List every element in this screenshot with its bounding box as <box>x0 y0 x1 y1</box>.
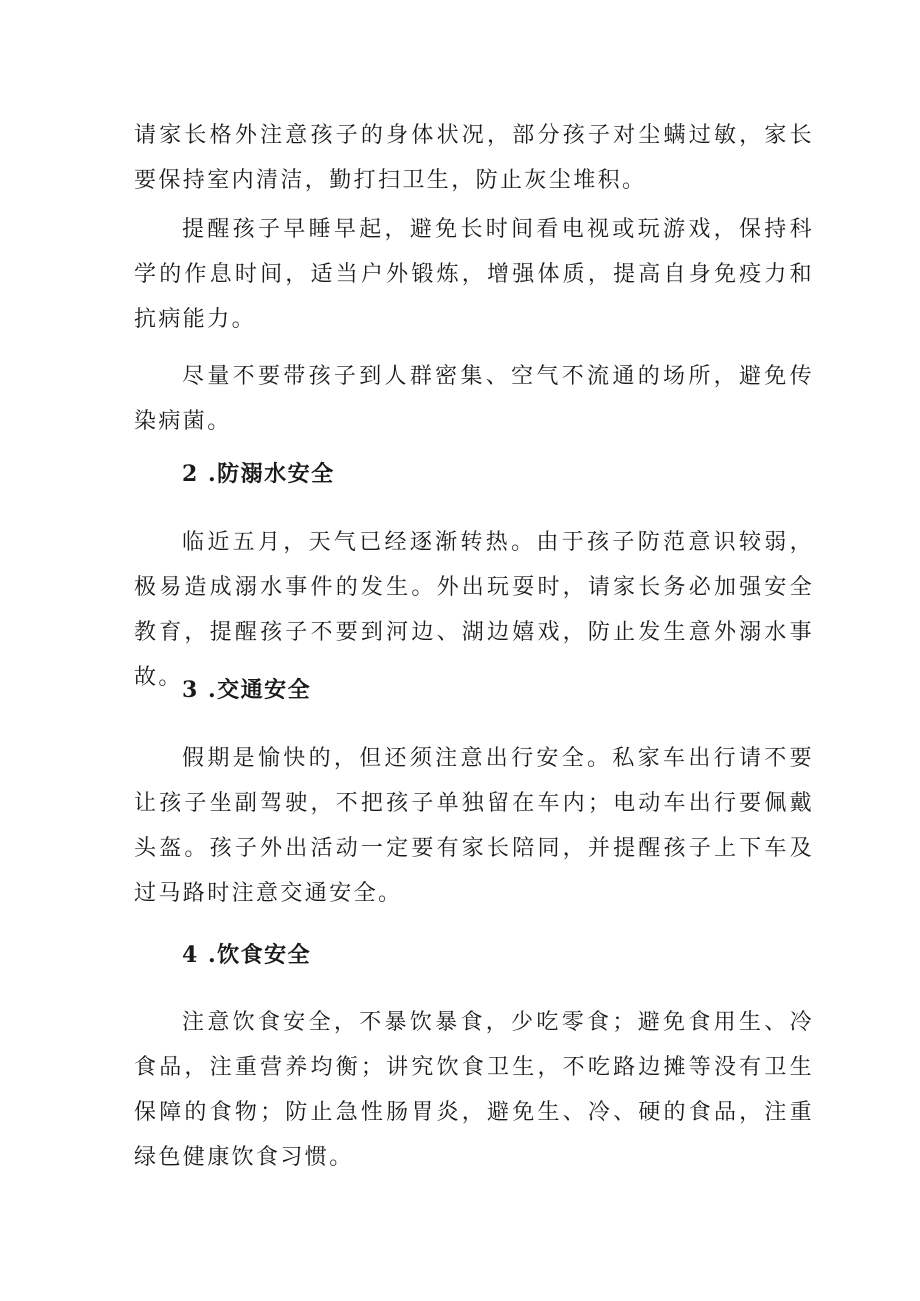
paragraph-sleep-exercise: 提醒孩子早睡早起，避免长时间看电视或玩游戏，保持科学的作息时间，适当户外锻炼，增强体质，提高自身免疫力和抗病能力。 <box>134 217 814 332</box>
section-heading-traffic: 3 .交通安全 <box>182 677 312 703</box>
paragraph-food: 注意饮食安全，不暴饮暴食，少吃零食；避免食用生、冷食品，注重营养均衡；讲究饮食卫生，不吃路边摊等没有卫生保障的食物；防止急性肠胃炎，避免生、冷、硬的食品，注重绿色健康饮食习惯。 <box>134 1010 814 1170</box>
paragraph-drowning: 临近五月，天气已经逐渐转热。由于孩子防范意识较弱，极易造成溺水事件的发生。外出玩耍时，请家长务必加强安全教育，提醒孩子不要到河边、湖边嬉戏，防止发生意外溺水事故。 <box>134 530 814 690</box>
paragraph-crowds: 尽量不要带孩子到人群密集、空气不流通的场所，避免传染病菌。 <box>134 364 814 434</box>
section-heading-food: 4 .饮食安全 <box>182 942 312 968</box>
paragraph-traffic: 假期是愉快的，但还须注意出行安全。私家车出行请不要让孩子坐副驾驶，不把孩子单独留在车内；电动车出行要佩戴头盔。孩子外出活动一定要有家长陪同，并提醒孩子上下车及过马路时注意交通安全。 <box>134 746 814 906</box>
paragraph-allergy-hygiene: 请家长格外注意孩子的身体状况，部分孩子对尘螨过敏，家长要保持室内清洁，勤打扫卫生，防止灰尘堆积。 <box>134 123 814 193</box>
section-heading-drowning: 2 .防溺水安全 <box>182 461 335 487</box>
